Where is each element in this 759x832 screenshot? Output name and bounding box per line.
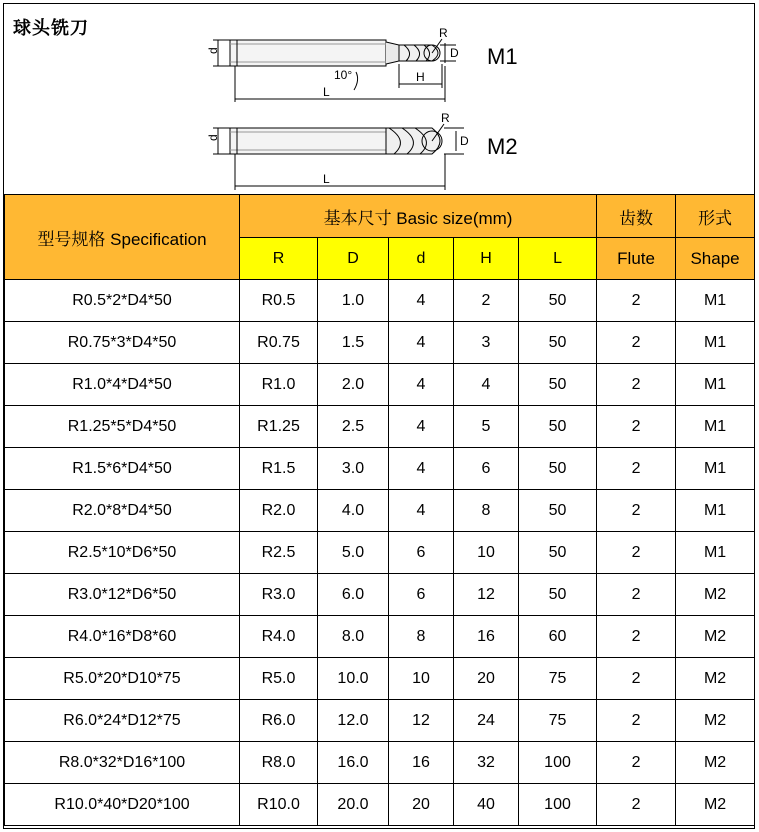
cell-l: 75	[519, 658, 597, 700]
cell-l: 50	[519, 490, 597, 532]
cell-d-shank: 4	[389, 406, 454, 448]
cell-d-ball: 2.5	[318, 406, 389, 448]
cell-spec: R5.0*20*D10*75	[5, 658, 240, 700]
cell-shape: M2	[676, 742, 755, 784]
cell-r: R8.0	[240, 742, 318, 784]
cell-h: 10	[454, 532, 519, 574]
cell-d-ball: 5.0	[318, 532, 389, 574]
cell-r: R10.0	[240, 784, 318, 826]
cell-d-ball: 16.0	[318, 742, 389, 784]
cell-h: 5	[454, 406, 519, 448]
table-row	[5, 658, 755, 700]
cell-shape: M1	[676, 322, 755, 364]
cell-flute: 2	[597, 532, 676, 574]
cell-l: 60	[519, 616, 597, 658]
table-row	[5, 322, 755, 364]
cell-r: R0.75	[240, 322, 318, 364]
m1-r-label: R	[439, 26, 448, 40]
cell-flute: 2	[597, 574, 676, 616]
m2-tool-outline	[213, 124, 464, 190]
cell-r: R1.5	[240, 448, 318, 490]
cell-spec: R2.0*8*D4*50	[5, 490, 240, 532]
cell-d-ball: 2.0	[318, 364, 389, 406]
cell-spec: R0.5*2*D4*50	[5, 280, 240, 322]
subheader-l: L	[519, 238, 597, 280]
header-flute-cn: 齿数	[597, 195, 676, 238]
cell-l: 50	[519, 406, 597, 448]
cell-d-shank: 16	[389, 742, 454, 784]
cell-h: 6	[454, 448, 519, 490]
subheader-d-ball: D	[318, 238, 389, 280]
cell-spec: R4.0*16*D8*60	[5, 616, 240, 658]
cell-flute: 2	[597, 658, 676, 700]
spec-table-body	[5, 280, 755, 826]
cell-d-shank: 8	[389, 616, 454, 658]
cell-d-shank: 4	[389, 448, 454, 490]
cell-d-ball: 20.0	[318, 784, 389, 826]
cell-shape: M2	[676, 784, 755, 826]
cell-r: R2.0	[240, 490, 318, 532]
cell-shape: M2	[676, 616, 755, 658]
cell-d-ball: 1.5	[318, 322, 389, 364]
spec-table	[4, 194, 755, 826]
cell-spec: R8.0*32*D16*100	[5, 742, 240, 784]
cell-r: R0.5	[240, 280, 318, 322]
cell-flute: 2	[597, 406, 676, 448]
table-row	[5, 742, 755, 784]
cell-d-shank: 4	[389, 364, 454, 406]
cell-d-shank: 6	[389, 532, 454, 574]
cell-d-shank: 4	[389, 280, 454, 322]
subheader-d-shank: d	[389, 238, 454, 280]
m1-l-label: L	[323, 85, 330, 99]
tool-diagram	[4, 4, 754, 194]
cell-l: 50	[519, 448, 597, 490]
cell-l: 50	[519, 280, 597, 322]
spec-sheet	[3, 3, 755, 829]
header-flute-en: Flute	[597, 238, 676, 280]
cell-l: 50	[519, 574, 597, 616]
cell-r: R1.0	[240, 364, 318, 406]
cell-spec: R2.5*10*D6*50	[5, 532, 240, 574]
cell-l: 100	[519, 784, 597, 826]
cell-d-ball: 10.0	[318, 658, 389, 700]
cell-h: 2	[454, 280, 519, 322]
table-row	[5, 280, 755, 322]
page-title: 球头铣刀	[13, 18, 89, 39]
cell-d-shank: 12	[389, 700, 454, 742]
cell-h: 20	[454, 658, 519, 700]
end-mill-drawing	[4, 4, 754, 194]
table-row	[5, 784, 755, 826]
table-row	[5, 532, 755, 574]
cell-flute: 2	[597, 700, 676, 742]
cell-h: 4	[454, 364, 519, 406]
cell-shape: M2	[676, 700, 755, 742]
cell-r: R4.0	[240, 616, 318, 658]
cell-flute: 2	[597, 784, 676, 826]
m1-h-label: H	[416, 70, 425, 84]
shape-m1-label: M1	[487, 44, 518, 69]
cell-shape: M1	[676, 280, 755, 322]
cell-d-shank: 10	[389, 658, 454, 700]
table-row	[5, 700, 755, 742]
cell-d-shank: 20	[389, 784, 454, 826]
cell-d-shank: 4	[389, 490, 454, 532]
cell-shape: M1	[676, 532, 755, 574]
cell-d-shank: 6	[389, 574, 454, 616]
cell-spec: R1.5*6*D4*50	[5, 448, 240, 490]
cell-shape: M2	[676, 658, 755, 700]
table-row	[5, 490, 755, 532]
cell-flute: 2	[597, 322, 676, 364]
cell-h: 3	[454, 322, 519, 364]
table-row	[5, 406, 755, 448]
cell-r: R6.0	[240, 700, 318, 742]
cell-l: 75	[519, 700, 597, 742]
cell-h: 12	[454, 574, 519, 616]
cell-shape: M1	[676, 448, 755, 490]
cell-flute: 2	[597, 364, 676, 406]
subheader-r: R	[240, 238, 318, 280]
m1-angle-label: 10°	[334, 68, 353, 82]
header-basic-size: 基本尺寸 Basic size(mm)	[240, 195, 597, 238]
table-row	[5, 574, 755, 616]
cell-r: R3.0	[240, 574, 318, 616]
header-specification: 型号规格 Specification	[5, 195, 240, 280]
cell-h: 16	[454, 616, 519, 658]
cell-l: 50	[519, 532, 597, 574]
header-shape-en: Shape	[676, 238, 755, 280]
cell-spec: R0.75*3*D4*50	[5, 322, 240, 364]
cell-l: 50	[519, 364, 597, 406]
cell-spec: R6.0*24*D12*75	[5, 700, 240, 742]
m2-l-label: L	[323, 172, 330, 186]
cell-d-ball: 3.0	[318, 448, 389, 490]
m1-d-label: D	[450, 46, 459, 60]
cell-h: 8	[454, 490, 519, 532]
cell-spec: R1.25*5*D4*50	[5, 406, 240, 448]
cell-d-ball: 8.0	[318, 616, 389, 658]
cell-r: R1.25	[240, 406, 318, 448]
header-shape-cn: 形式	[676, 195, 755, 238]
cell-shape: M1	[676, 406, 755, 448]
cell-h: 32	[454, 742, 519, 784]
cell-r: R5.0	[240, 658, 318, 700]
table-row	[5, 448, 755, 490]
cell-d-ball: 12.0	[318, 700, 389, 742]
cell-flute: 2	[597, 448, 676, 490]
m2-r-label: R	[441, 111, 450, 125]
cell-spec: R1.0*4*D4*50	[5, 364, 240, 406]
cell-shape: M1	[676, 364, 755, 406]
m1-shank-d-label: d	[206, 47, 220, 54]
cell-spec: R3.0*12*D6*50	[5, 574, 240, 616]
cell-h: 40	[454, 784, 519, 826]
cell-shape: M1	[676, 490, 755, 532]
subheader-h: H	[454, 238, 519, 280]
cell-d-ball: 1.0	[318, 280, 389, 322]
cell-d-shank: 4	[389, 322, 454, 364]
m2-shank-d-label: d	[206, 134, 220, 141]
m2-d-label: D	[460, 134, 469, 148]
cell-d-ball: 4.0	[318, 490, 389, 532]
shape-m2-label: M2	[487, 134, 518, 159]
table-row	[5, 364, 755, 406]
cell-flute: 2	[597, 280, 676, 322]
cell-l: 100	[519, 742, 597, 784]
table-row	[5, 616, 755, 658]
cell-l: 50	[519, 322, 597, 364]
cell-spec: R10.0*40*D20*100	[5, 784, 240, 826]
cell-d-ball: 6.0	[318, 574, 389, 616]
cell-shape: M2	[676, 574, 755, 616]
cell-r: R2.5	[240, 532, 318, 574]
cell-flute: 2	[597, 616, 676, 658]
cell-h: 24	[454, 700, 519, 742]
cell-flute: 2	[597, 490, 676, 532]
cell-flute: 2	[597, 742, 676, 784]
